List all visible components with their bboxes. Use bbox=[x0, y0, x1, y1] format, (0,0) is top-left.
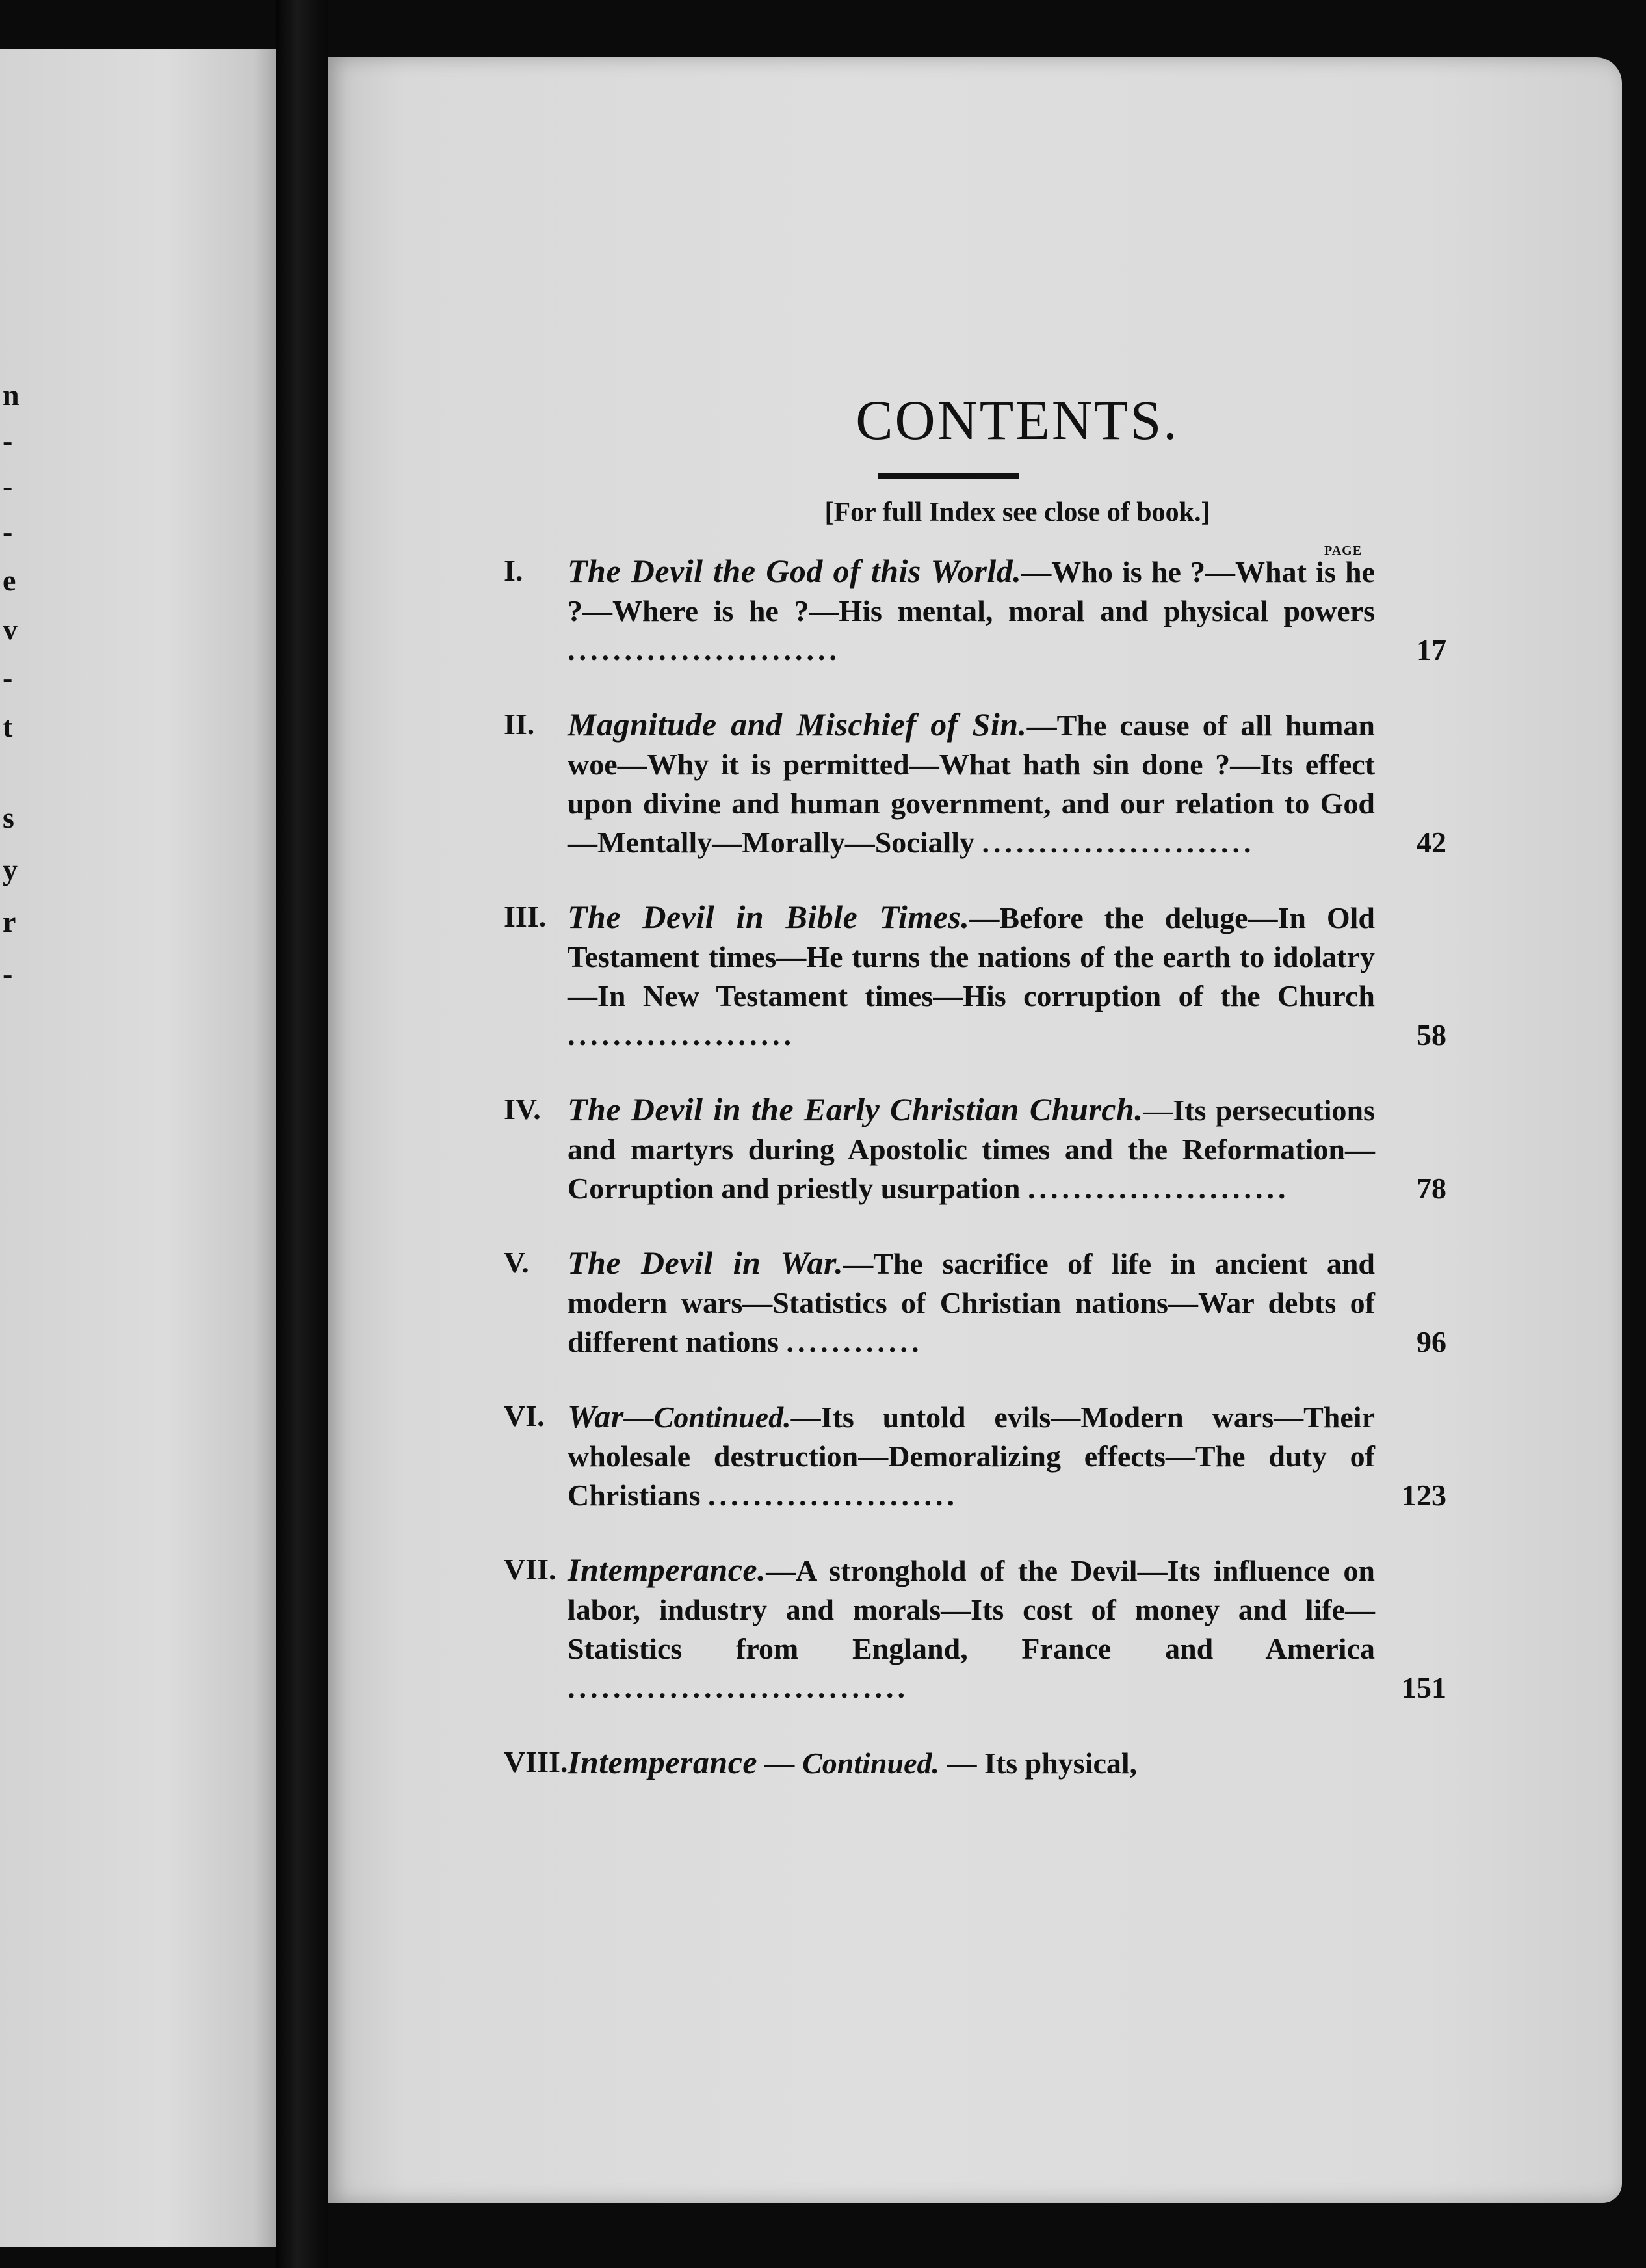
page-number: 123 bbox=[1402, 1479, 1446, 1512]
chapter-heading: Intemperance bbox=[568, 1744, 758, 1780]
dot-leader: .............................. bbox=[568, 1671, 909, 1704]
toc-entry bbox=[504, 1090, 1446, 1208]
contents-page bbox=[328, 57, 1622, 2203]
chapter-summary: —The cause of all human woe—Why it is permitted—What hath sin done ?—Its effect upon divine and human government, and our relation to God—Mentally—Morally—Socially bbox=[568, 709, 1376, 859]
chapter-number: VI. bbox=[504, 1399, 545, 1432]
chapter-summary: —A stronghold of the Devil—Its influence on labor, industry and morals—Its cost of money and life—Statistics from England, France and America bbox=[568, 1554, 1375, 1665]
dot-leader: ........................ bbox=[982, 826, 1255, 859]
chapter-summary: — Its physical, bbox=[939, 1747, 1138, 1780]
toc-entry bbox=[504, 1550, 1446, 1708]
fragment: - bbox=[3, 424, 13, 457]
chapter-heading: The Devil the God of this World. bbox=[568, 553, 1022, 589]
fragment: r bbox=[3, 905, 16, 938]
chapter-number: VIII. bbox=[504, 1745, 568, 1778]
chapter-heading: Intemperance. bbox=[568, 1551, 766, 1588]
page-number: 151 bbox=[1402, 1671, 1446, 1704]
previous-page bbox=[0, 49, 276, 2247]
dot-leader: ........................ bbox=[568, 633, 841, 666]
toc-entry bbox=[504, 705, 1446, 862]
entry-body bbox=[568, 897, 1446, 1055]
fragment: y bbox=[3, 853, 18, 886]
fragment: s bbox=[3, 801, 14, 834]
fragment: - bbox=[3, 469, 13, 503]
dot-leader: ...................... bbox=[707, 1479, 958, 1512]
chapter-heading: The Devil in the Early Christian Church. bbox=[568, 1091, 1143, 1127]
chapter-heading: Magnitude and Mischief of Sin. bbox=[568, 706, 1027, 743]
chapter-number: VII. bbox=[504, 1553, 556, 1586]
chapter-number: III. bbox=[504, 900, 547, 933]
chapter-number: II. bbox=[504, 707, 535, 741]
toc-entry bbox=[504, 1397, 1446, 1515]
page-title: CONTENTS. bbox=[856, 389, 1179, 451]
dot-leader: .................... bbox=[568, 1018, 795, 1051]
page-column-label: PAGE bbox=[1324, 544, 1363, 558]
dot-leader: ....................... bbox=[1028, 1172, 1290, 1205]
book-gutter bbox=[276, 0, 328, 2268]
chapter-number: V. bbox=[504, 1246, 529, 1279]
entry-body bbox=[568, 1743, 1446, 1783]
chapter-heading: The Devil in War. bbox=[568, 1245, 844, 1281]
fragment: - bbox=[3, 515, 13, 548]
title-rule bbox=[878, 473, 1019, 479]
toc-entry bbox=[504, 1243, 1446, 1362]
continued-label: — Continued. bbox=[757, 1747, 940, 1780]
index-note: [For full Index see close of book.] bbox=[824, 497, 1210, 527]
previous-page-text-fragments bbox=[0, 49, 39, 2247]
entry-body bbox=[568, 705, 1446, 862]
fragment: - bbox=[3, 957, 13, 990]
page-number: 42 bbox=[1417, 826, 1446, 859]
chapter-number: IV. bbox=[504, 1092, 541, 1126]
fragment: n bbox=[3, 378, 20, 412]
page-number: 96 bbox=[1417, 1325, 1446, 1358]
page-number: 58 bbox=[1417, 1018, 1446, 1051]
dot-leader: ............ bbox=[786, 1325, 923, 1358]
chapter-summary: —The sacrifice of life in ancient and modern wars—Statistics of Christian nations—War debts of different nations bbox=[568, 1247, 1375, 1358]
chapter-heading: The Devil in Bible Times. bbox=[568, 899, 970, 935]
chapter-summary: —Its persecutions and martyrs during Apostolic times and the Reformation—Corruption and priestly usurpation bbox=[568, 1094, 1375, 1205]
toc-entry bbox=[504, 551, 1446, 670]
entry-body bbox=[568, 1243, 1446, 1362]
entry-body bbox=[568, 551, 1446, 670]
chapter-summary: —Its untold evils—Modern wars—Their wholesale destruction—Demoralizing effects—The duty of Christians bbox=[568, 1401, 1375, 1512]
chapter-number: I. bbox=[504, 554, 523, 587]
fragment: - bbox=[3, 661, 13, 694]
chapter-summary: —Before the deluge—In Old Testament times—He turns the nations of the earth to idolatry—In New Testament times—His corruption of the Church bbox=[568, 901, 1375, 1012]
chapter-summary: —Who is he ?—What is he ?—Where is he ?—His mental, moral and physical powers bbox=[568, 555, 1375, 627]
entry-body bbox=[568, 1397, 1446, 1515]
page-number: 78 bbox=[1417, 1172, 1446, 1205]
fragment: t bbox=[3, 710, 13, 743]
toc-entry bbox=[504, 897, 1446, 1055]
toc-entry bbox=[504, 1743, 1446, 1783]
entry-body bbox=[568, 1550, 1446, 1708]
continued-label: —Continued. bbox=[623, 1401, 791, 1434]
entry-body bbox=[568, 1090, 1446, 1208]
fragment: e bbox=[3, 564, 16, 597]
fragment: v bbox=[3, 613, 18, 646]
chapter-heading: War bbox=[568, 1398, 624, 1434]
page-number: 17 bbox=[1417, 633, 1446, 666]
table-of-contents bbox=[504, 551, 1446, 1818]
